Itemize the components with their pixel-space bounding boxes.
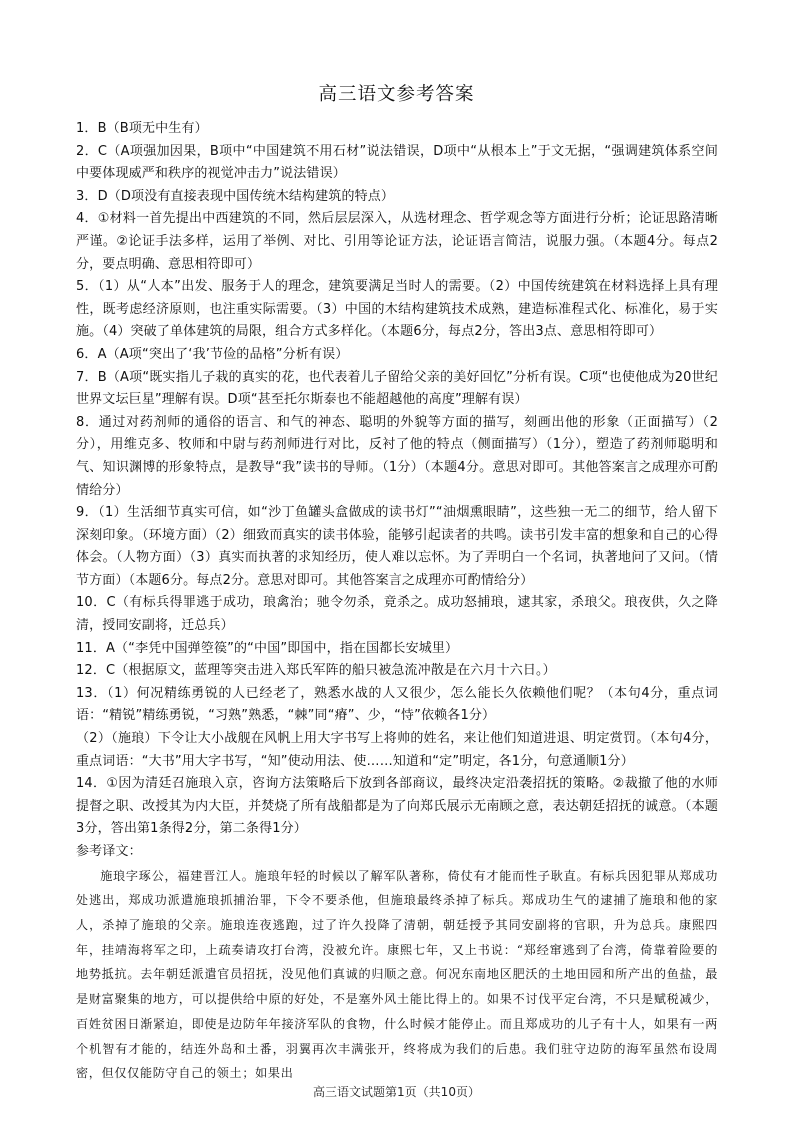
- answer-item: （2）（施琅）下令让大小战舰在风帆上用大字书写上将帅的姓名，来让他们知道进退、明定赏罚。（本句4分，重点词语：“大书”用大字书写，“知”使动用法、使……知道和“定”明定，各1分，句意通顺1分）: [76, 731, 718, 769]
- answer-item: 7．B（A项“既实指儿子栽的真实的花，也代表着儿子留给父亲的美好回忆”分析有误。C项“也使他成为20世纪世界文坛巨星”理解有误。D项“甚至托尔斯泰也不能超越他的高度”理解有误）: [76, 369, 718, 408]
- page-title: 高三语文参考答案: [318, 84, 475, 105]
- answer-item: 10．C（有标兵得罪逃于成功，琅禽治；驰令勿杀，竟杀之。成功怒捕琅，逮其家，杀琅父。琅夜供，久之降清，授同安副将，迁总兵）: [76, 595, 718, 634]
- answer-item: 14．①因为清廷召施琅入京，咨询方法策略后下放到各部商议，最终决定沿袭招抚的策略。②裁撤了他的水师提督之职、改授其为内大臣，并焚烧了所有战船都是为了向郑氏展示无南顾之意，表达朝廷招抚的诚意。（本题3分，答出第1条得2分，第二条得1分）: [76, 776, 718, 837]
- answer-item: 9．（1）生活细节真实可信，如“沙丁鱼罐头盒做成的读书灯”“油烟熏眼睛”，这些独一无二的细节，给人留下深刻印象。（环境方面）（2）细致而真实的读书体验，能够引起读者的共鸣。读书引发丰富的想象和自己的心得体会。（人物方面）（3）真实而执著的求知经历，使人难以忘怀。为了弄明白一个名词，执著地问了又问。（情节方面）（本题6分。每点2分。意思对即可。其他答案言之成理亦可酌情给分）: [76, 505, 718, 588]
- answer-content: [76, 118, 718, 1086]
- translation-heading: 参考译文：: [76, 844, 142, 859]
- answer-item: 6．A（A项“突出了‘我’节俭的品格”分析有误）: [76, 346, 349, 362]
- translation-text: 施琅字琢公，福建晋江人。施琅年轻的时候以了解军队著称，倚仗有才能而性子耿直。有标兵因犯罪从郑成功处逃出，郑成功派遣施琅抓捕治罪，下令不要杀他，但施琅最终杀掉了标兵。郑成功生气的逮捕了施琅和他的家人，杀掉了施琅的父亲。施琅连夜逃跑，过了许久投降了清朝，朝廷授予其同安副将的官职，升为总兵。康熙四年，挂靖海将军之印，上疏奏请攻打台湾，没被允许。康熙七年，又上书说：“郑经窜逃到了台湾，倚靠着险要的地势抵抗。去年朝廷派遣官员招抚，没见他们真诚的归顺之意。何况东南地区肥沃的土地田园和所产出的鱼盐，最是财富聚集的地方，可以提供给中原的好处，不是塞外风土能比得上的。如果不讨伐平定台湾，不只是赋税减少，百姓贫困日渐紧迫，即使是边防年年接济军队的食物，什么时候才能停止。而且郑成功的儿子有十人，如果有一两个机智有才能的，结连外岛和土番，羽翼再次丰满张开，终将成为我们的后患。我们驻守边防的海军虽然布设周密，但仅仅能防守自己的领土；如果出: [76, 868, 718, 1081]
- answer-item: 13．（1）何况精练勇锐的人已经老了，熟悉水战的人又很少，怎么能长久依赖他们呢？（本句4分，重点词语：“精锐”精练勇锐，“习熟”熟悉，“棘”同“瘠”、少，“恃”依赖各1分）: [76, 685, 718, 724]
- answer-item: 11．A（“李凭中国弹箜篌”的“中国”即国中，指在国都长安城里）: [76, 640, 459, 656]
- translation-block: [76, 864, 718, 1086]
- answer-item: 8．通过对药剂师的通俗的语言、和气的神态、聪明的外貌等方面的描写，刻画出他的形象（正面描写）（2分），用维克多、牧师和中尉与药剂师进行对比，反衬了他的特点（侧面描写）（1分），塑造了药剂师聪明和气、知识渊博的形象特点，是教导“我”读书的导师。（1分）（本题4分。意思对即可。其他答案言之成理亦可酌情给分）: [76, 414, 718, 498]
- answer-item: 2．C（A项强加因果，B项中“中国建筑不用石材”说法错误，D项中“从根本上”于文无据，“强调建筑体系空间中要体现威严和秩序的视觉冲击力”说法错误）: [76, 143, 718, 182]
- answer-item: 5．（1）从“人本”出发、服务于人的理念，建筑要满足当时人的需要。（2）中国传统建筑在材料选择上具有理性，既考虑经济原则，也注重实际需要。（3）中国的木结构建筑技术成熟，建造标准程式化、标准化，易于实施。（4）突破了单体建筑的局限，组合方式多样化。（本题6分，每点2分，答出3点、意思相符即可）: [76, 279, 718, 340]
- answer-item: 4．①材料一首先提出中西建筑的不同，然后层层深入，从选材理念、哲学观念等方面进行分析；论证思路清晰严谨。②论证手法多样，运用了举例、对比、引用等论证方法，论证语言简洁，说服力强。（本题4分。每点2分，要点明确、意思相符即可）: [76, 211, 718, 272]
- answer-item: 12．C（根据原文，蓝理等突击进入郑氏军阵的船只被急流冲散是在六月十六日。）: [76, 663, 556, 679]
- answer-item: 1．B（B项无中生有）: [76, 121, 208, 136]
- answer-item: 3．D（D项没有直接表现中国传统木结构建筑的特点）: [76, 188, 395, 204]
- page-footer: 高三语文试题第1页（共10页）: [313, 1085, 480, 1099]
